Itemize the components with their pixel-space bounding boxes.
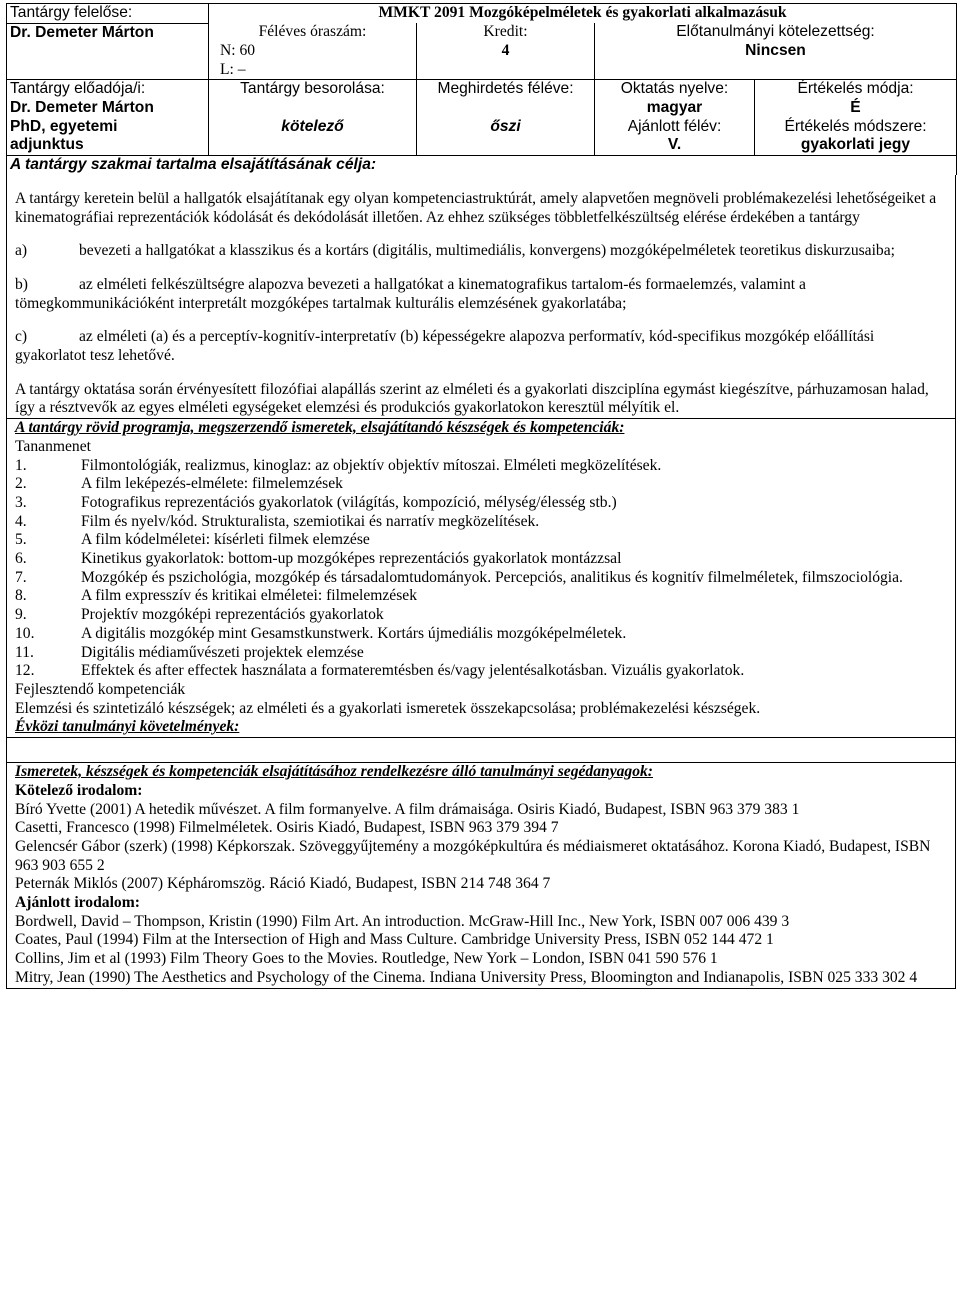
goals-section [6,175,956,419]
course-datasheet [6,3,956,989]
prereq-cell [595,23,957,80]
syllabus-item: 5. A film kódelméletei: kísérleti filmek elemzése [15,531,370,549]
requirements-heading: Évközi tanulmányi követelmények: [15,718,240,736]
recommended-value: V. [667,136,682,154]
eval-mode-label: Értékelés módja: [797,80,914,98]
syllabus-item: 4. Film és nyelv/kód. Strukturalista, szemiotikai és narratív megközelítések. [15,512,540,530]
syllabus-item: 1. Filmontológiák, realizmus, kinoglaz: az objektív objektív mítoszai. Elméleti megközelítések. [15,456,662,474]
required-ref: Gelencsér Gábor (szerk) (1998) Képkorszak. Szöveggyűjtemény a mozgóképkultúra és médiaismeret oktatásához. Korona Kiadó, Budapest, ISBN 963 903 655 2 [15,837,931,874]
credit-value: 4 [501,41,510,59]
syllabus-item: 8. A film expresszív és kritikai elméletei: filmelemzések [15,587,418,605]
eval-method-label: Értékelés módszere: [784,117,927,135]
competence-label: Fejlesztendő kompetenciák [15,681,186,698]
language-cell [595,80,755,156]
syllabus-item: 9. Projektív mozgóképi reprezentációs gyakorlatok [15,606,384,624]
recommended-label: Ajánlott félév: [627,117,722,135]
recommended-ref: Bordwell, David – Thompson, Kristin (1990) Film Art. An introduction. McGraw-Hill Inc., New York, ISBN 007 006 439 3 [15,912,790,930]
goal-item-text: bevezeti a hallgatókat a klasszikus és a kortárs (digitális, multimediális, konvergens) mozgóképelméletek teoretikus diskurzusaiba; [79,242,895,260]
goal-heading: A tantárgy szakmai tartalma elsajátításának célja: [7,156,957,175]
responsible-name: Dr. Demeter Márton [7,23,209,80]
language-value: magyar [646,99,703,117]
syllabus-item: 7. Mozgókép és pszichológia, mozgókép és társadalomtudományok. Percepciós, analitikus és kognitív filmelméletek, filmszociológia. [15,568,903,586]
required-ref: Peternák Miklós (2007) Képháromszög. Ráció Kiadó, Budapest, ISBN 214 748 364 7 [15,875,551,893]
course-title: MMKT 2091 Mozgóképelméletek és gyakorlati alkalmazásuk [209,4,957,24]
eval-mode-value: É [850,99,861,117]
requirements-blank-cell [6,738,956,763]
goal-item-label: a) [15,242,28,260]
prereq-value: Nincsen [745,41,806,59]
goal-item-label: b) [15,275,28,293]
recommended-ref: Mitry, Jean (1990) The Aesthetics and Psychology of the Cinema. Indiana University Press, Bloomington and Indianapolis, ISBN 025 333 302 4 [15,968,918,986]
competence-text: Elemzési és szintetizáló készségek; az elméleti és a gyakorlati ismeretek összekapcsolása; problémakezelési készségek. [15,699,761,717]
hours-l: L: – [220,60,246,78]
classification-cell [209,80,417,156]
lecturer-cell [7,80,209,156]
syllabus-item: 3. Fotografikus reprezentációs gyakorlatok (világítás, kompozíció, mélység/élesség stb.) [15,493,617,511]
recommended-ref: Coates, Paul (1994) Film at the Intersection of High and Mass Culture. Cambridge University Press, ISBN 052 144 472 1 [15,931,774,949]
course-header-table [6,3,957,175]
syllabus-label: Tananmenet [15,437,91,455]
goals-closing: A tantárgy oktatása során érvényesített filozófiai alapállás szerint az elméleti és a gyakorlati diszciplína egymást kiegészítve, párhuzamosan halad, így a résztvevők az egyes elméleti egységeket elemzési és produkciós gyakorlatokon keresztül mélyítik el. [15,380,929,417]
required-label: Kötelező irodalom: [15,781,143,799]
eval-method-value: gyakorlati jegy [800,136,911,154]
semester-value: őszi [490,118,521,136]
prereq-label: Előtanulmányi kötelezettség: [676,23,875,41]
syllabus-item: 10. A digitális mozgókép mint Gesamstkunstwerk. Kortárs újmediális mozgóképelméletek. [15,624,627,642]
recommended-ref: Collins, Jim et al (1993) Film Theory Goes to the Movies. Routledge, New York – London, ISBN 041 590 576 1 [15,950,718,968]
recommended-reading-label: Ajánlott irodalom: [15,894,140,912]
credit-cell [417,23,595,80]
responsible-cell [7,4,209,24]
goal-item-b [15,276,947,313]
lecturer-label: Tantárgy előadója/i: [10,80,146,98]
goal-item-a [15,242,947,261]
materials-heading: Ismeretek, készségek és kompetenciák elsajátításához rendelkezésre álló tanulmányi segédanyagok: [15,763,653,781]
goal-item-label: c) [15,328,28,346]
lecturer-name: Dr. Demeter Márton [10,99,154,117]
materials-section [6,763,956,988]
evaluation-cell [755,80,957,156]
credit-label: Kredit: [483,23,528,41]
syllabus-item: 6. Kinetikus gyakorlatok: bottom-up mozgóképes reprezentációs gyakorlatok montázzsal [15,550,622,568]
required-ref: Casetti, Francesco (1998) Filmelméletek. Osiris Kiadó, Budapest, ISBN 963 379 394 7 [15,819,559,837]
responsible-label: Tantárgy felelőse: [10,4,133,21]
goal-item-text: az elméleti felkészültségre alapozva bevezeti a hallgatókat a kinematografikus tartalom-és formaelemzés, valamint a tömegkommunikációként interpretált mozgóképes tartalmak kulturális elemzésének gyakorlatába; [15,275,806,312]
hours-label: Féléves óraszám: [258,23,367,41]
required-ref: Bíró Yvette (2001) A hetedik művészet. A film formanyelve. A film drámaisága. Osiris Kiadó, Budapest, ISBN 963 379 383 1 [15,800,800,818]
program-heading: A tantárgy rövid programja, megszerzendő ismeretek, elsajátítandó készségek és kompetenciák: [15,419,625,437]
hours-cell [209,23,417,80]
syllabus-item: 12. Effektek és after effectek használata a formateremtésben és/vagy jelentésalkotásban. Vizuális gyakorlatok. [15,662,745,680]
semester-cell [417,80,595,156]
goals-intro: A tantárgy keretein belül a hallgatók elsajátítanak egy olyan kompetenciastruktúrát, amely alapvetően megnöveli problémakezelési lehetőségeiket a kinematográfiai reprezentációk kódolását és dekódolását illetően. Az ehhez szükséges többletfelkészültség elérése érdekében a tantárgy [15,189,937,226]
goal-item-text: az elméleti (a) és a perceptív-kognitív-interpretatív (b) képességekre alapozva performatív, kód-specifikus mozgókép előállítási gyakorlatot tesz lehetővé. [15,328,875,365]
hours-n: N: 60 [220,41,256,59]
classification-value: kötelező [281,118,344,136]
syllabus-item: 11. Digitális médiaművészeti projektek elemzése [15,643,364,661]
goal-item-c [15,328,947,365]
lecturer-title: PhD, egyetemi adjunktus [10,117,118,154]
syllabus-list [15,457,947,681]
syllabus-item: 2. A film leképezés-elmélete: filmelemzések [15,475,343,493]
language-label: Oktatás nyelve: [620,80,729,98]
semester-label: Meghirdetés féléve: [437,80,574,98]
program-section [6,419,956,738]
classification-label: Tantárgy besorolása: [240,80,385,98]
